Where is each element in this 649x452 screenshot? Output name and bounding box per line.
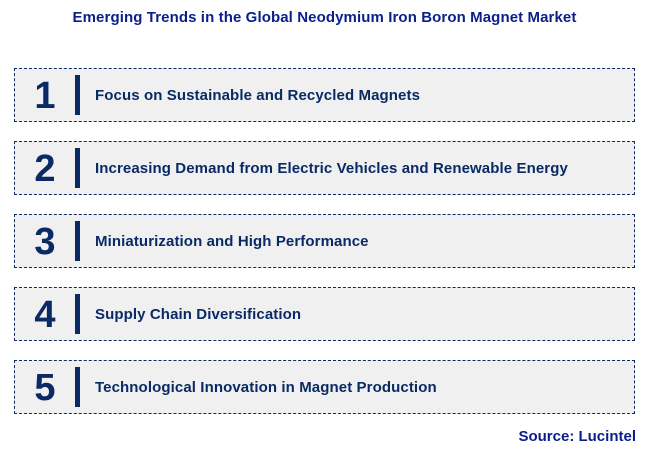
trend-number: 1 <box>34 75 56 117</box>
trend-number: 2 <box>34 148 56 190</box>
divider-bar <box>75 294 80 334</box>
divider-bar <box>75 367 80 407</box>
divider-bar <box>75 148 80 188</box>
divider-bar <box>75 75 80 115</box>
trend-item-2 <box>14 141 635 195</box>
trend-number: 3 <box>34 221 56 263</box>
page-title: Emerging Trends in the Global Neodymium Iron Boron Magnet Market <box>72 9 577 26</box>
trend-item-4 <box>14 287 635 341</box>
trend-list <box>14 68 635 433</box>
trend-label: Technological Innovation in Magnet Production <box>95 378 437 396</box>
trend-label: Supply Chain Diversification <box>95 305 302 323</box>
trend-number: 5 <box>34 367 56 409</box>
trend-label: Miniaturization and High Performance <box>95 232 369 250</box>
source-credit: Source: Lucintel <box>518 428 636 445</box>
divider-bar <box>75 221 80 261</box>
trend-item-5 <box>14 360 635 414</box>
trend-label: Increasing Demand from Electric Vehicles and Renewable Energy <box>95 159 568 177</box>
trend-item-3 <box>14 214 635 268</box>
trend-item-1 <box>14 68 635 122</box>
trend-number: 4 <box>34 294 56 336</box>
trend-label: Focus on Sustainable and Recycled Magnets <box>95 86 421 104</box>
